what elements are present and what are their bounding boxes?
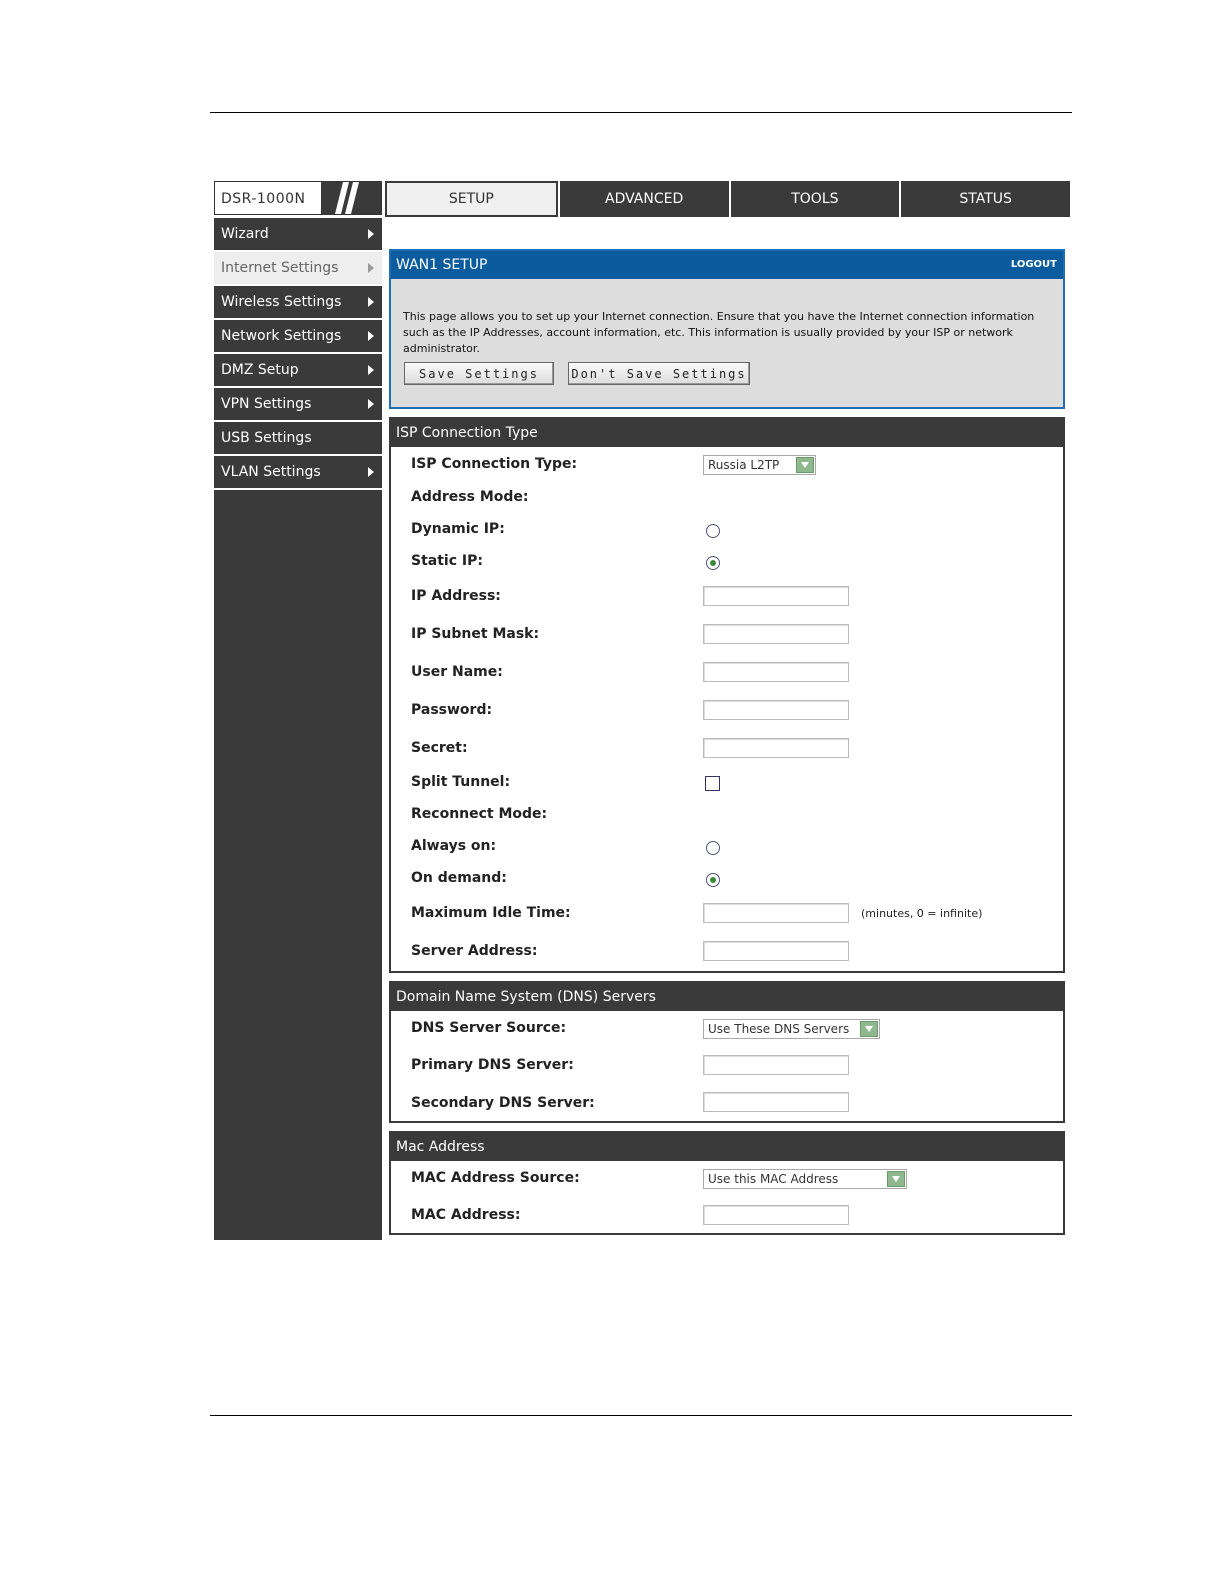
password-input[interactable]: [703, 700, 849, 720]
sidebar-item-vlan-settings[interactable]: [214, 456, 382, 490]
sidebar-item-vpn-settings[interactable]: [214, 388, 382, 422]
section-title: Mac Address: [391, 1133, 1063, 1161]
chevron-right-icon: [368, 331, 374, 341]
field-label: Reconnect Mode:: [411, 806, 548, 822]
tab-tools[interactable]: TOOLS: [729, 181, 900, 217]
field-label: Always on:: [411, 838, 497, 854]
chevron-right-icon: [368, 467, 374, 477]
secret-input[interactable]: [703, 738, 849, 758]
dns-source-select[interactable]: [703, 1019, 880, 1039]
top-nav-tabs: [385, 181, 1070, 217]
tab-advanced[interactable]: ADVANCED: [558, 181, 729, 217]
field-label: Split Tunnel:: [411, 774, 511, 790]
field-label: Maximum Idle Time:: [411, 905, 571, 921]
field-label: ISP Connection Type:: [411, 456, 578, 472]
page-description: This page allows you to set up your Internet connection. Ensure that you have the Internet connection information such as the IP Addresses, account information, etc. This information is usually provided by your ISP or network administrator.: [403, 310, 1035, 355]
wan-setup-panel: [389, 249, 1065, 409]
ip-address-input[interactable]: [703, 586, 849, 606]
form-actions: [404, 362, 1063, 385]
sidebar-item-usb-settings[interactable]: [214, 422, 382, 456]
isp-type-select[interactable]: [703, 455, 816, 475]
router-admin-window: [214, 181, 1070, 1240]
field-label: On demand:: [411, 870, 507, 886]
secondary-dns-input[interactable]: [703, 1092, 849, 1112]
page-top-rule: [210, 112, 1072, 113]
mac-address-section: [389, 1131, 1065, 1235]
logo-stripes-icon: [321, 182, 381, 214]
sidebar-item-label: Internet Settings: [221, 260, 339, 276]
primary-dns-input[interactable]: [703, 1055, 849, 1075]
sidebar-item-label: Wizard: [221, 226, 269, 242]
sidebar: [214, 218, 382, 1240]
max-idle-hint: (minutes, 0 = infinite): [861, 907, 983, 920]
tab-setup[interactable]: SETUP: [385, 181, 558, 217]
field-label: MAC Address Source:: [411, 1170, 580, 1186]
selected-value: Use this MAC Address: [708, 1172, 839, 1186]
page-bottom-rule: [210, 1415, 1072, 1416]
section-title: Domain Name System (DNS) Servers: [391, 983, 1063, 1011]
sidebar-item-dmz-setup[interactable]: [214, 354, 382, 388]
logout-link[interactable]: LOGOUT: [1010, 259, 1057, 270]
chevron-right-icon: [368, 229, 374, 239]
selected-value: Russia L2TP: [708, 458, 780, 472]
isp-connection-section: [389, 417, 1065, 973]
field-label: IP Subnet Mask:: [411, 626, 540, 642]
chevron-right-icon: [368, 399, 374, 409]
field-label: Primary DNS Server:: [411, 1057, 574, 1073]
field-label: Password:: [411, 702, 493, 718]
sidebar-item-internet-settings[interactable]: [214, 252, 382, 286]
dont-save-settings-button[interactable]: Don't Save Settings: [568, 362, 750, 385]
mac-source-select[interactable]: [703, 1169, 907, 1189]
chevron-right-icon: [368, 297, 374, 307]
server-address-input[interactable]: [703, 941, 849, 961]
selected-value: Use These DNS Servers: [708, 1022, 850, 1036]
field-label: Dynamic IP:: [411, 521, 505, 537]
sidebar-item-label: Network Settings: [221, 328, 342, 344]
field-label: Secondary DNS Server:: [411, 1095, 595, 1111]
field-label: Server Address:: [411, 943, 538, 959]
field-label: Address Mode:: [411, 489, 529, 505]
sidebar-item-label: DMZ Setup: [221, 362, 299, 378]
always-on-radio[interactable]: [706, 841, 720, 855]
section-title: ISP Connection Type: [391, 419, 1063, 447]
on-demand-radio[interactable]: [706, 873, 720, 887]
sidebar-item-label: USB Settings: [221, 430, 312, 446]
main-content: [389, 249, 1065, 1235]
sidebar-item-label: VPN Settings: [221, 396, 312, 412]
mac-address-input[interactable]: [703, 1205, 849, 1225]
max-idle-input[interactable]: [703, 903, 849, 923]
field-label: IP Address:: [411, 588, 501, 604]
save-settings-button[interactable]: Save Settings: [404, 362, 554, 385]
sidebar-item-label: VLAN Settings: [221, 464, 321, 480]
sidebar-item-wizard[interactable]: [214, 218, 382, 252]
field-label: Secret:: [411, 740, 468, 756]
chevron-down-icon: [887, 1171, 905, 1187]
field-label: Static IP:: [411, 553, 483, 569]
sidebar-item-wireless-settings[interactable]: [214, 286, 382, 320]
product-logo: [214, 181, 382, 215]
chevron-down-icon: [796, 457, 814, 473]
tab-status[interactable]: STATUS: [899, 181, 1070, 217]
user-name-input[interactable]: [703, 662, 849, 682]
sidebar-item-network-settings[interactable]: [214, 320, 382, 354]
field-label: DNS Server Source:: [411, 1020, 567, 1036]
sidebar-item-label: Wireless Settings: [221, 294, 342, 310]
split-tunnel-checkbox[interactable]: [705, 776, 720, 791]
field-label: User Name:: [411, 664, 503, 680]
chevron-right-icon: [368, 365, 374, 375]
chevron-down-icon: [860, 1021, 878, 1037]
dns-section: [389, 981, 1065, 1123]
chevron-right-icon: [368, 263, 374, 273]
model-name: DSR-1000N: [221, 191, 306, 207]
wan-setup-header: [391, 251, 1063, 279]
dynamic-ip-radio[interactable]: [706, 524, 720, 538]
static-ip-radio[interactable]: [706, 556, 720, 570]
page-title: WAN1 SETUP: [396, 257, 488, 273]
field-label: MAC Address:: [411, 1207, 521, 1223]
subnet-mask-input[interactable]: [703, 624, 849, 644]
